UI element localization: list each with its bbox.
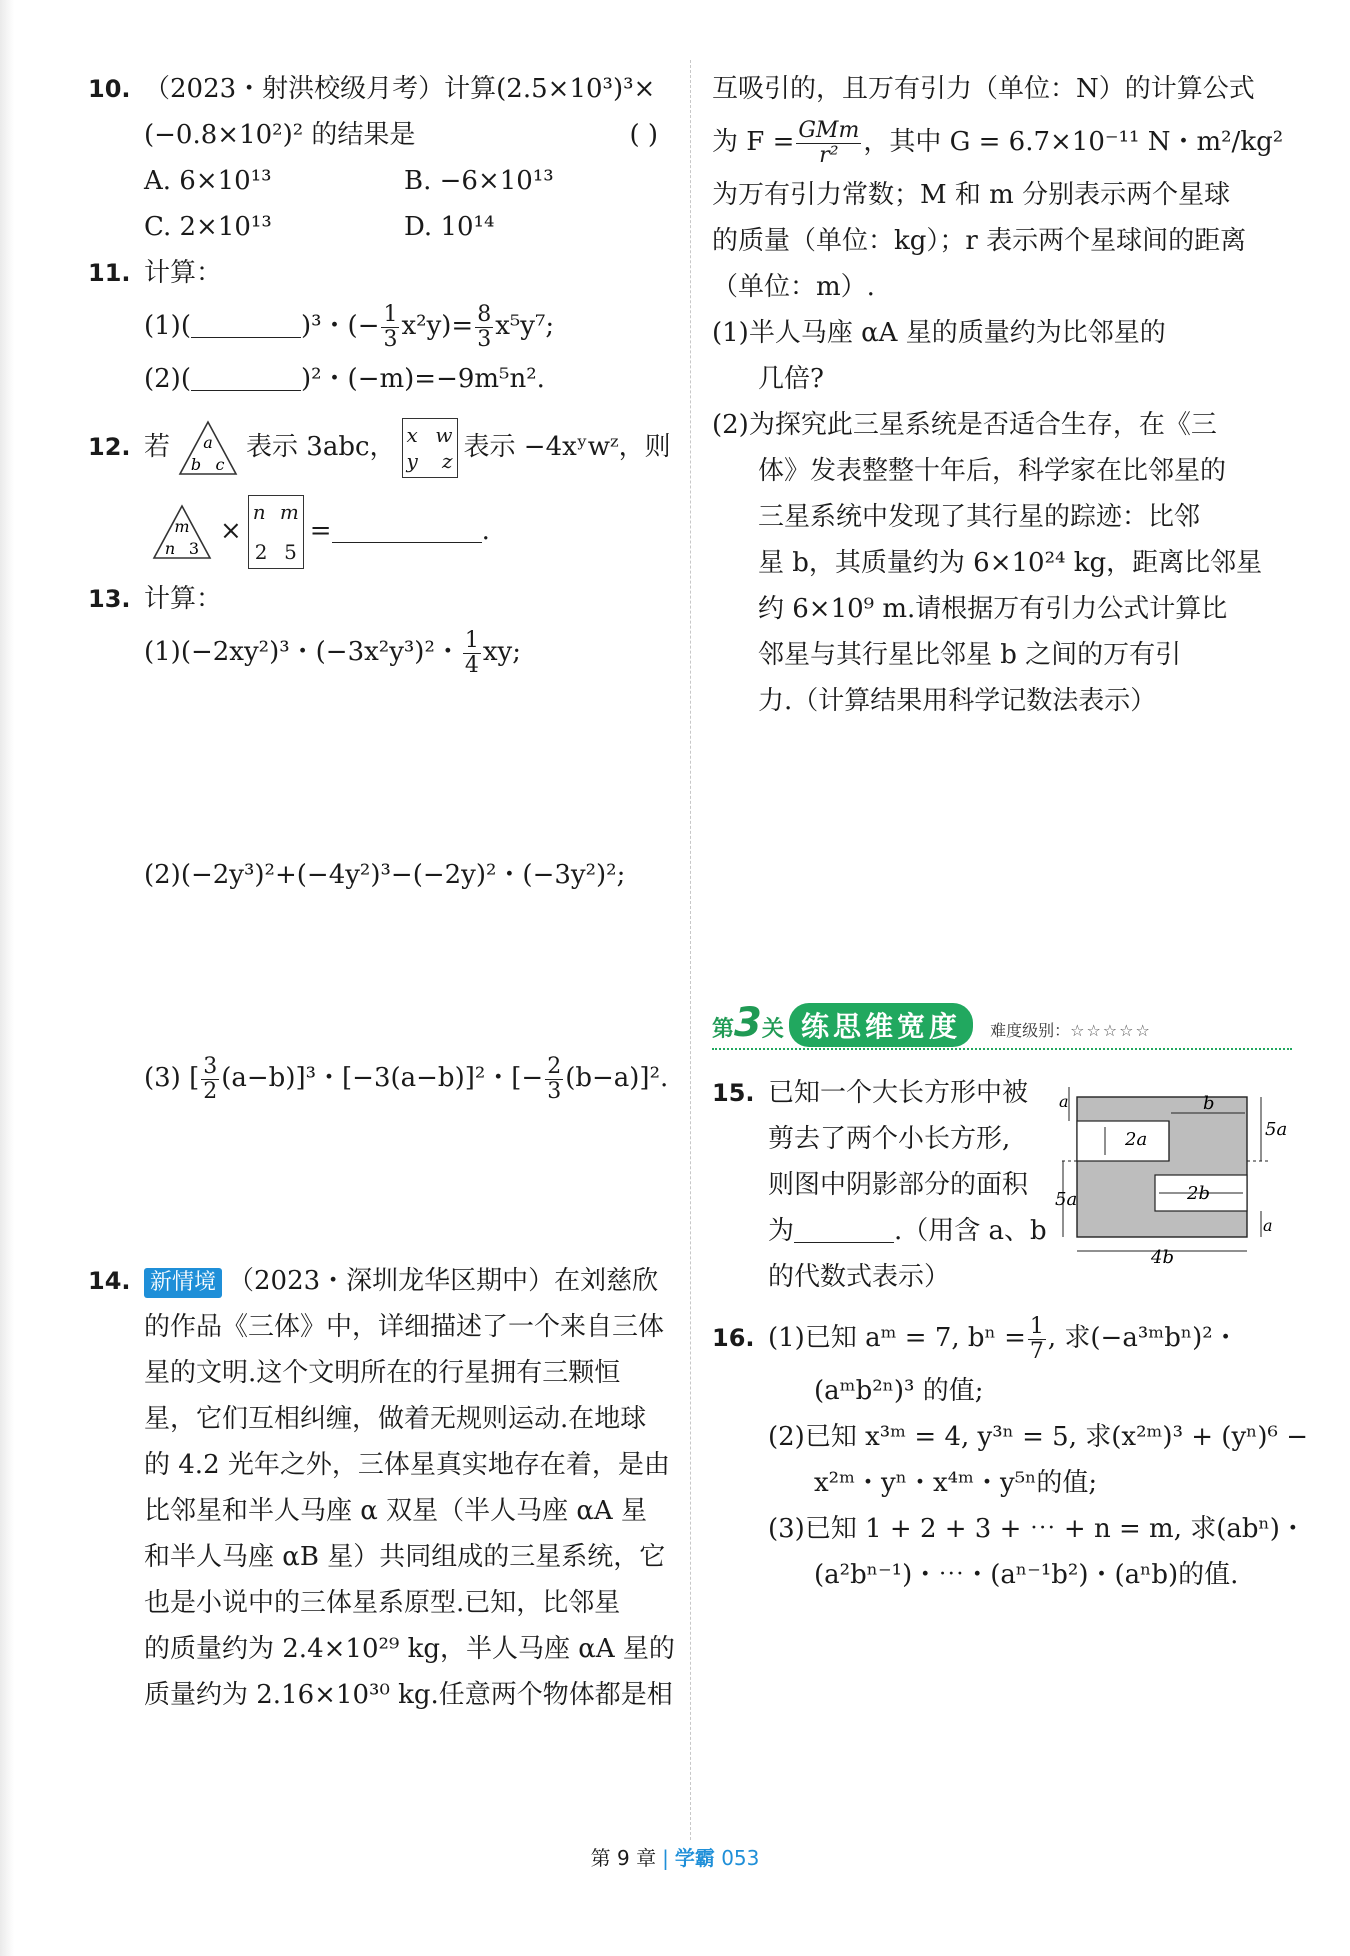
q16-p1-frac (1028, 1315, 1046, 1364)
q11-p2-blank[interactable] (191, 362, 301, 391)
q16-number: 16. (712, 1324, 755, 1352)
fig-label-b: b (1203, 1093, 1215, 1114)
q16-p1-pre: (1)已知 aᵐ = 7, bⁿ = (768, 1323, 1026, 1353)
q14-formula-row (712, 112, 1292, 172)
page-edge-shadow (0, 0, 14, 1956)
q10-line1 (88, 66, 668, 112)
q13-part1 (88, 622, 668, 682)
left-column (88, 66, 675, 1718)
q10-text1: （2023・射洪校级月考）计算(2.5×10³)³× (144, 74, 656, 104)
q13-p1-end: xy; (482, 637, 522, 667)
box1-br: z (441, 449, 453, 473)
q16-line1 (712, 1308, 1292, 1368)
q15-line4 (712, 1208, 1052, 1254)
tri1-c: c (215, 455, 225, 474)
q13-part2 (88, 852, 668, 898)
q14-left-line-8: 的质量约为 2.4×10²⁹ kg，半人马座 αA 星的 (144, 1634, 675, 1664)
frac-num: 8 (477, 301, 492, 327)
fig-label-2b: 2b (1187, 1183, 1210, 1204)
section-post: 关 (761, 1017, 784, 1042)
footer-chapter: 第 9 章 (590, 1846, 657, 1870)
frac-num: 1 (1029, 1313, 1044, 1339)
box1-bl: y (406, 449, 418, 473)
q16-line2: (aᵐb²ⁿ)³ 的值; (814, 1376, 984, 1406)
q10-option-a: A. 6×10¹³ (144, 166, 272, 196)
q15-line4-post: .（用含 a、b (894, 1216, 1047, 1246)
q12-number: 12. (88, 433, 131, 461)
q12-line2 (88, 486, 668, 576)
q14-right-line1: 互吸引的，且万有引力（单位：N）的计算公式 (712, 74, 1255, 104)
q11-p1-frac (381, 303, 399, 352)
q13-p1: (1)(−2xy²)³・(−3x²y³)²・ (144, 637, 461, 667)
frac-num: 2 (547, 1053, 562, 1079)
q13-p3-pre: (3) [ (144, 1063, 200, 1093)
box-symbol-nm25 (248, 495, 304, 569)
q14-line0 (88, 1258, 668, 1304)
q12-times: × (220, 516, 242, 546)
q13-workspace-2[interactable] (88, 898, 668, 1048)
q13-p3-frac2 (545, 1055, 563, 1104)
q12-eq: = (309, 516, 332, 546)
q15-number: 15. (712, 1079, 755, 1107)
q11-p1-mid: x²y)= (401, 311, 474, 341)
difficulty-stars-icon: ☆☆☆☆☆ (1070, 1021, 1152, 1040)
q11-number: 11. (88, 259, 131, 287)
q15-rectangle-figure (1055, 1085, 1295, 1265)
q14-right-line-c: （单位：m）. (712, 272, 875, 302)
q11-p1-end: x⁵y⁷; (495, 311, 555, 341)
frac-den: 3 (477, 326, 492, 352)
q13-workspace-3[interactable] (88, 1108, 668, 1258)
triangle-symbol-mn3 (150, 502, 214, 562)
q10-option-c: C. 2×10¹³ (144, 212, 272, 242)
right-column (712, 66, 1292, 724)
tri2-c: 3 (188, 539, 200, 558)
q13-p3-b: (b−a)]². (565, 1063, 669, 1093)
frac-den: r² (819, 142, 839, 168)
q16-line3: (2)已知 x³ᵐ = 4, y³ⁿ = 5, 求(x²ᵐ)³ + (yⁿ)⁶ − (768, 1422, 1309, 1452)
q14-left-line: （2023・深圳龙华区期中）在刘慈欣 (228, 1266, 659, 1296)
new-context-badge: 新情境 (144, 1268, 222, 1298)
frac-den: 3 (547, 1078, 562, 1104)
q15-line4-pre: 为 (768, 1216, 795, 1246)
fig-label-5a-left: 5a (1055, 1189, 1078, 1210)
q14-part2-line7: 力.（计算结果用科学记数法表示） (758, 686, 1157, 716)
tri1-b: b (190, 455, 202, 474)
difficulty-label: 难度级别： (990, 1021, 1071, 1040)
tri2-a: m (174, 517, 190, 536)
q14-part2-line6: 邻星与其行星比邻星 b 之间的万有引 (758, 640, 1182, 670)
q15-line2: 剪去了两个小长方形, (768, 1124, 1011, 1154)
q10-options-row1 (88, 158, 668, 204)
q13-p1-frac (463, 629, 481, 678)
q13-workspace-1[interactable] (88, 682, 668, 852)
q12-mid1: 表示 3abc， (246, 432, 396, 462)
section-number: 3 (734, 1000, 762, 1046)
box2-br: 5 (284, 540, 297, 564)
fig-label-a-bottom: a (1263, 1216, 1273, 1235)
triangle-symbol-abc (176, 418, 240, 478)
section-header (712, 1000, 1292, 1050)
q10-option-b: B. −6×10¹³ (404, 166, 554, 196)
q10-option-d: D. 10¹⁴ (404, 212, 495, 242)
fig-label-4b: 4b (1151, 1247, 1174, 1265)
box2-tl: n (252, 500, 266, 524)
q10-answer-paren: ( ) (629, 120, 658, 150)
q14-left-line-2: 星的文明.这个文明所在的行星拥有三颗恒 (144, 1358, 621, 1388)
q13-title-row (88, 576, 668, 622)
q14-left-line-3: 星，它们互相纠缠，做着无规则运动.在地球 (144, 1404, 647, 1434)
q16-p1-post: , 求(−a³ᵐbⁿ)²・ (1047, 1323, 1239, 1353)
section-title: 练思维宽度 (789, 1003, 973, 1047)
q14-left-line-4: 的 4.2 光年之外，三体星真实地存在着，是由 (144, 1450, 670, 1480)
q13-number: 13. (88, 585, 131, 613)
q14-left-line-1: 的作品《三体》中，详细描述了一个来自三体 (144, 1312, 665, 1342)
q10-text2: (−0.8×10²)² 的结果是 (144, 120, 416, 150)
q16-line6: (a²bⁿ⁻¹)・⋯・(aⁿ⁻¹b²)・(aⁿb)的值. (814, 1560, 1239, 1590)
fig-label-5a-right: 5a (1265, 1119, 1288, 1140)
box2-bl: 2 (254, 540, 268, 564)
q15-text: 已知一个大长方形中被 (768, 1078, 1029, 1108)
q13-p2: (2)(−2y³)²+(−4y²)³−(−2y)²・(−3y²)²; (144, 860, 626, 890)
q10-line2 (88, 112, 668, 158)
fig-label-2a: 2a (1125, 1129, 1148, 1150)
column-divider (690, 60, 691, 1840)
q13-p3-a: (a−b)]³・[−3(a−b)]²・[− (221, 1063, 544, 1093)
q11-p1-blank[interactable] (191, 309, 301, 338)
q14-formula-post: ，其中 G = 6.7×10⁻¹¹ N・m²/kg² (863, 127, 1284, 157)
q12-ruo: 若 (144, 432, 171, 462)
box1-tl: x (406, 423, 418, 447)
q11-p2-pre: (2)( (144, 364, 191, 394)
tri1-a: a (203, 433, 213, 452)
q14-part2-line5: 约 6×10⁹ m.请根据万有引力公式计算比 (758, 594, 1228, 624)
q15-answer-blank[interactable] (794, 1214, 894, 1243)
q11-part1 (88, 296, 668, 356)
q16-line4: x²ᵐ・yⁿ・x⁴ᵐ・y⁵ⁿ的值; (814, 1468, 1098, 1498)
q14-number: 14. (88, 1267, 131, 1295)
q12-end: . (481, 516, 490, 546)
q10-number: 10. (88, 75, 131, 103)
frac-num: 1 (464, 627, 479, 653)
q14-left-line-9: 质量约为 2.16×10³⁰ kg.任意两个物体都是相 (144, 1680, 673, 1710)
q14-formula-pre: 为 F = (712, 127, 795, 157)
footer-separator: | (662, 1846, 669, 1870)
footer-page-number: 053 (721, 1846, 760, 1870)
fig-label-a-top: a (1059, 1092, 1069, 1111)
q14-part2-line2: 体》发表整整十年后，科学家在比邻星的 (758, 456, 1227, 486)
frac-den: 7 (1029, 1338, 1044, 1364)
q14-formula-frac (796, 119, 861, 168)
q12-line1 (88, 408, 671, 486)
section-pre: 第 (712, 1017, 735, 1042)
q12-answer-blank[interactable] (332, 514, 482, 543)
q14-right-line-a: 为万有引力常数；M 和 m 分别表示两个星球 (712, 180, 1231, 210)
q10-options-row2 (88, 204, 668, 250)
q14-left-line-5: 比邻星和半人马座 α 双星（半人马座 αA 星 (144, 1496, 647, 1526)
q11-p1-post: )³・(− (300, 311, 380, 341)
q11-p1-pre: (1)( (144, 311, 191, 341)
frac-num: GMm (798, 117, 860, 143)
q14-left-line-7: 也是小说中的三体星系原型.已知，比邻星 (144, 1588, 621, 1618)
frac-den: 2 (203, 1078, 218, 1104)
q16-line5: (3)已知 1 + 2 + 3 + ⋯ + n = m, 求(abⁿ)・ (768, 1514, 1306, 1544)
q13-p3-frac1 (201, 1055, 219, 1104)
box2-tr: m (279, 500, 299, 524)
q15-line3: 则图中阴影部分的面积 (768, 1170, 1029, 1200)
q15-line1 (712, 1070, 1052, 1116)
q14-part2-line1: (2)为探究此三星系统是否适合生存，在《三 (712, 410, 1217, 440)
frac-num: 1 (383, 301, 398, 327)
frac-num: 3 (203, 1053, 218, 1079)
section-rule (712, 1048, 1292, 1050)
q15-line5: 的代数式表示） (768, 1262, 951, 1292)
q14-part2-line3: 三星系统中发现了其行星的踪迹：比邻 (758, 502, 1201, 532)
q13-title: 计算： (144, 584, 223, 614)
box-symbol-xwyz (402, 418, 458, 478)
frac-den: 4 (464, 652, 479, 678)
q11-part2 (88, 356, 668, 402)
footer-brand: 学霸 (674, 1846, 715, 1870)
q12-mid2: 表示 −4xʸwᶻ，则 (463, 432, 671, 462)
q14-left-line-6: 和半人马座 αB 星）共同组成的三星系统，它 (144, 1542, 666, 1572)
frac-den: 3 (383, 326, 398, 352)
q15-block (712, 1070, 1052, 1300)
q14-part2-line4: 星 b，其质量约为 6×10²⁴ kg，距离比邻星 (758, 548, 1263, 578)
q11-p1-frac2 (475, 303, 493, 352)
q11-title: 计算： (144, 258, 223, 288)
q16-block (712, 1308, 1309, 1598)
q14-part1-line2: 几倍? (758, 364, 824, 394)
q13-part3 (88, 1048, 668, 1108)
q14-right-line-b: 的质量（单位：kg）；r 表示两个星球间的距离 (712, 226, 1247, 256)
tri2-b: n (164, 539, 176, 558)
q14-part1-line1: (1)半人马座 αA 星的质量约为比邻星的 (712, 318, 1166, 348)
q11-p2-post: )²・(−m)=−9m⁵n². (300, 364, 545, 394)
box1-tr: w (435, 423, 453, 447)
page-footer (0, 1842, 1350, 1871)
q11-title-row (88, 250, 668, 296)
